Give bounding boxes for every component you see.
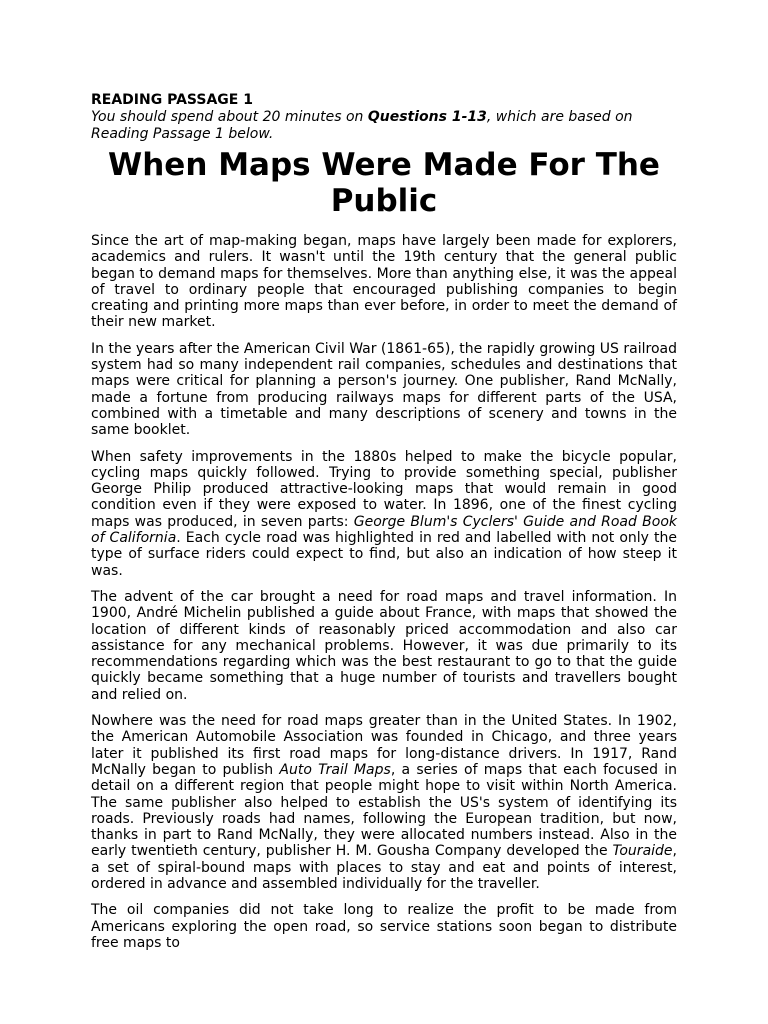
paragraph-5-text-a: Nowhere was the need for road maps greater than in the United States. In 1902, the American Automobile Association was founded in Chicago, and three years later it published its first road maps for long-distance drivers. In 1917, Rand McNally began to publish	[91, 713, 677, 778]
paragraph-6: The oil companies did not take long to realize the profit to be made from Americans exploring the open road, so service stations soon began to distribute free maps to	[91, 902, 677, 951]
book-title-cyclers-guide: George Blum's Cyclers' Guide and Road Book of California	[91, 513, 677, 547]
book-title-auto-trail-maps: Auto Trail Maps	[279, 761, 391, 778]
instructions-text-1: You should spend about 20 minutes on	[91, 109, 368, 125]
paragraph-5-text-c: , a set of spiral-bound maps with places to stay and eat and points of interest, ordered in advance and assembled individually for the traveller.	[91, 843, 677, 892]
passage-label: READING PASSAGE 1	[91, 92, 253, 108]
paragraph-3-text-a: When safety improvements in the 1880s helped to make the bicycle popular, cycling maps quickly followed. Trying to provide something special, publisher George Philip produced attractive-looking maps that would remain in good condition even if they were exposed to water. In 1896, one of the finest cycling maps was produced, in seven parts:	[91, 448, 677, 530]
passage-title: When Maps Were Made For The Public	[108, 147, 660, 219]
document-page	[91, 92, 677, 961]
paragraph-5	[91, 713, 677, 892]
paragraph-2: In the years after the American Civil War (1861-65), the rapidly growing US railroad system had so many independent rail companies, schedules and destinations that maps were critical for planning a person's journey. One publisher, Rand McNally, made a fortune from producing railways maps for different parts of the USA, combined with a timetable and many descriptions of scenery and towns in the same booklet.	[91, 340, 677, 439]
paragraph-5-text-b: , a series of maps that each focused in detail on a different region that people might hope to visit within North America. The same publisher also helped to establish the US's system of identifying its roads. Previously roads had names, following the European tradition, but now, thanks in part to Rand McNally, they were allocated numbers instead. Also in the early twentieth century, publisher H. M. Gousha Company developed the	[91, 761, 678, 860]
questions-range: Questions 1-13	[367, 109, 487, 125]
paragraph-1: Since the art of map-making began, maps have largely been made for explorers, academics and rulers. It wasn't until the 19th century that the general public began to demand maps for themselves. More than anything else, it was the appeal of travel to ordinary people that encouraged publishing companies to begin creating and printing more maps than ever before, in order to meet the demand of their new market.	[91, 233, 677, 331]
book-title-touraide: Touraide	[612, 843, 673, 860]
paragraph-4: The advent of the car brought a need for road maps and travel information. In 1900, André Michelin published a guide about France, with maps that showed the location of different kinds of reasonably priced accommodation and also car assistance for any mechanical problems. However, it was due primarily to its recommendations regarding which was the best restaurant to go to that the guide quickly became something that a huge number of tourists and travellers bought and relied on.	[91, 588, 677, 703]
instructions	[91, 109, 677, 143]
paragraph-3-text-b: . Each cycle road was highlighted in red and labelled with not only the type of surface riders could expect to find, but also an indication of how steep it was.	[91, 530, 677, 579]
paragraph-3	[91, 449, 677, 579]
instructions-text-2: , which are based on Reading Passage 1 below.	[91, 109, 633, 142]
